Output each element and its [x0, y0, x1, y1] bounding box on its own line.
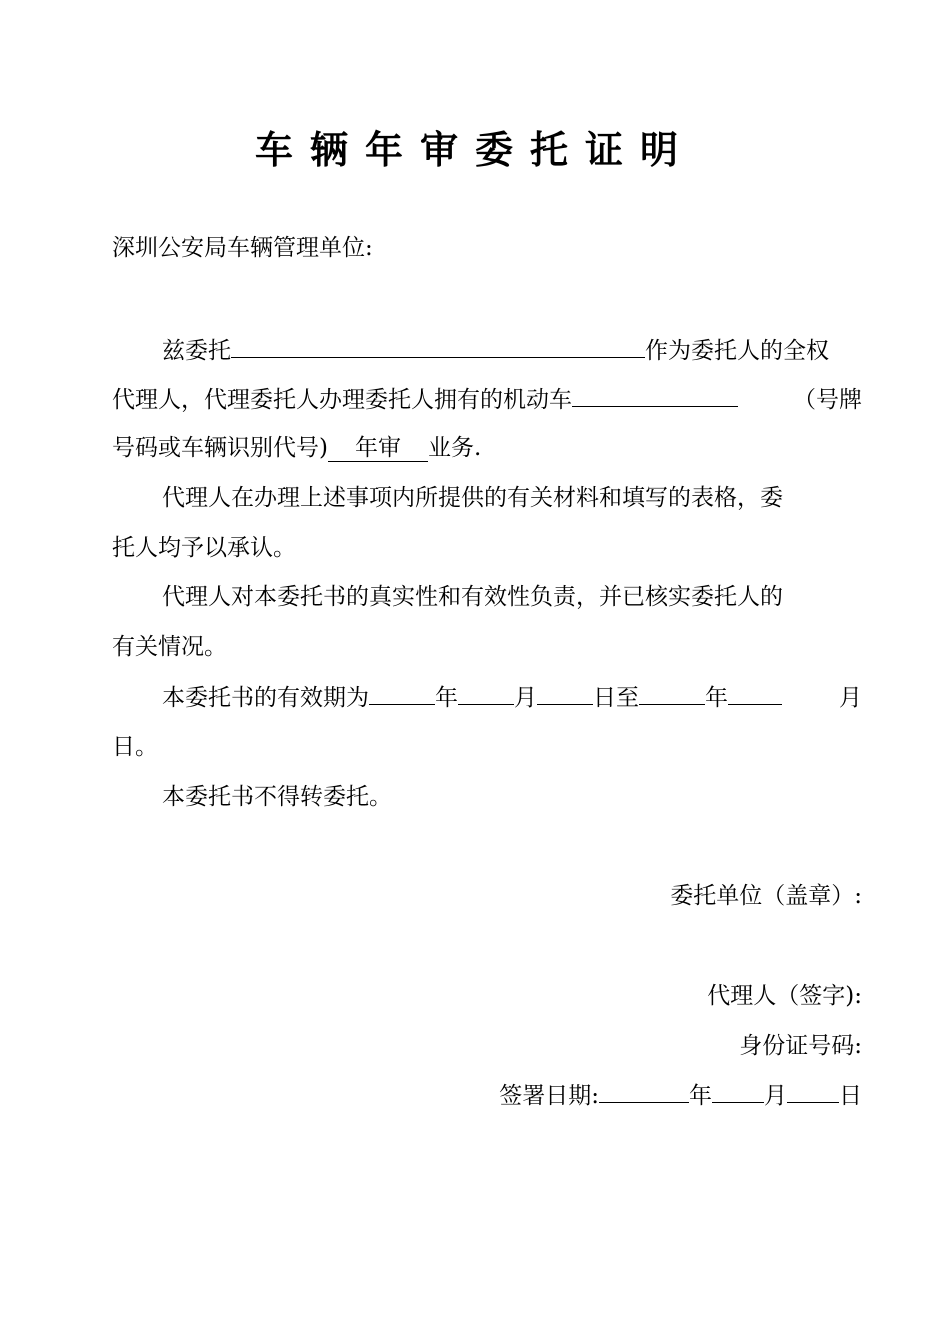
sign-date-line — [499, 1078, 862, 1113]
start-day-blank[interactable] — [537, 680, 593, 705]
start-month-label: 月 — [514, 685, 537, 711]
paragraph-2-line-2: 托人均予以承认。 — [112, 535, 296, 561]
id-number-label: 身份证号码: — [739, 1033, 862, 1059]
plate-number-blank[interactable] — [572, 382, 738, 407]
end-year-label: 年 — [705, 685, 728, 711]
sign-year-blank[interactable] — [599, 1078, 689, 1103]
paragraph-1-line-1 — [112, 333, 862, 368]
document-title: 车辆年审委托证明 — [254, 128, 695, 172]
sign-day-label: 日 — [839, 1083, 862, 1109]
end-year-blank[interactable] — [639, 680, 705, 705]
business-type-field[interactable]: 年审 — [328, 435, 428, 462]
paragraph-3-line-2: 有关情况。 — [112, 634, 227, 660]
addressee: 深圳公安局车辆管理单位: — [112, 235, 373, 261]
vehicle-text: 代理人，代理委托人办理委托人拥有的机动车 — [112, 387, 572, 413]
plate-label: （号牌 — [793, 387, 862, 413]
vin-text: 号码或车辆识别代号) — [112, 435, 328, 461]
principal-seal-label: 委托单位（盖章）: — [670, 883, 862, 909]
validity-line-1 — [112, 680, 862, 715]
paragraph-3-line-1: 代理人对本委托书的真实性和有效性负责，并已核实委托人的 — [162, 584, 783, 610]
agent-name-blank[interactable] — [231, 333, 645, 358]
sign-year-label: 年 — [689, 1083, 712, 1109]
sign-month-label: 月 — [764, 1083, 787, 1109]
end-month-blank[interactable] — [728, 680, 782, 705]
start-year-blank[interactable] — [369, 680, 435, 705]
sign-month-blank[interactable] — [712, 1078, 764, 1103]
end-month-label: 月 — [839, 685, 862, 711]
sign-day-blank[interactable] — [787, 1078, 839, 1103]
sign-date-label: 签署日期: — [499, 1083, 599, 1109]
entrust-suffix: 作为委托人的全权 — [645, 338, 829, 364]
agent-signature-label: 代理人（签字): — [707, 983, 862, 1009]
validity-line-2: 日。 — [112, 734, 158, 760]
business-suffix: 业务. — [427, 435, 482, 461]
entrust-prefix: 兹委托 — [162, 338, 231, 364]
paragraph-1-line-3 — [112, 431, 862, 465]
no-subdelegation: 本委托书不得转委托。 — [162, 784, 392, 810]
start-year-label: 年 — [435, 685, 458, 711]
start-month-blank[interactable] — [458, 680, 514, 705]
start-day-to-label: 日至 — [593, 685, 639, 711]
paragraph-2-line-1: 代理人在办理上述事项内所提供的有关材料和填写的表格，委 — [162, 485, 783, 511]
validity-prefix: 本委托书的有效期为 — [162, 685, 369, 711]
paragraph-1-line-2 — [112, 382, 862, 417]
